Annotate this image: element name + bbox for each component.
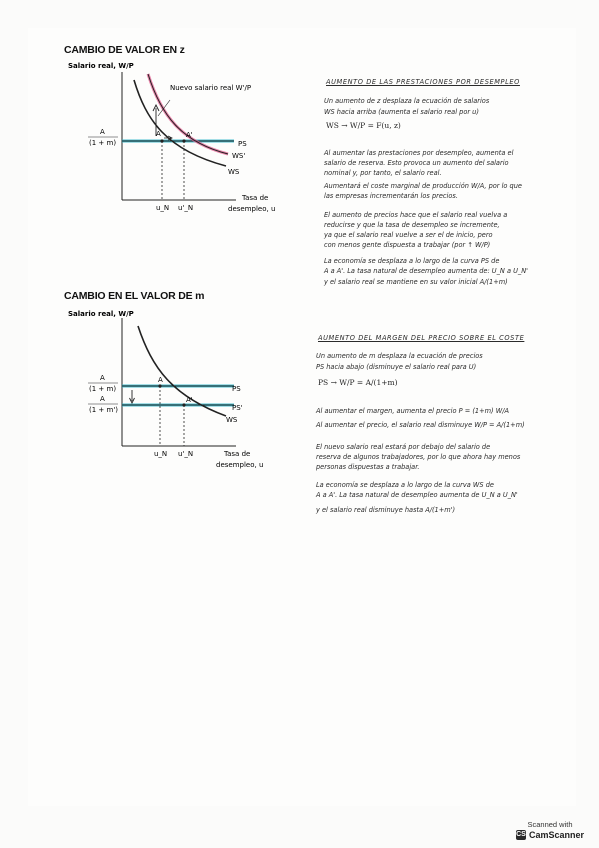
ps-prime-label: PS' — [232, 404, 243, 412]
graph-change-m — [66, 308, 306, 478]
point-a-dot — [158, 384, 161, 387]
y-axis-label: Salario real, W/P — [68, 62, 134, 70]
note-line: A a A'. La tasa natural de desempleo aumenta de U_N a U_N' — [316, 491, 518, 499]
ws-prime-label: WS' — [232, 152, 246, 160]
ws-formula: WS → W/P = F(u, z) — [326, 121, 401, 130]
note-line: Al aumentar las prestaciones por desempleo, aumenta el — [324, 149, 514, 157]
ws-label: WS — [228, 168, 240, 176]
ps-label: PS — [232, 385, 241, 393]
ws-label: WS — [226, 416, 238, 424]
note-line: Al aumentar el precio, el salario real disminuye W/P = A/(1+m) — [316, 421, 525, 429]
a-denominator-2: (1 + m') — [89, 406, 118, 414]
note-line: con menos gente dispuesta a trabajar (por ↑ W/P) — [324, 241, 491, 249]
x-axis-label-2: desempleo, u — [228, 205, 276, 213]
a-numerator: A — [100, 128, 105, 136]
un-tick: u_N — [156, 204, 170, 212]
note-line: La economía se desplaza a lo largo de la curva PS de — [324, 257, 500, 265]
x-axis-label-1: Tasa de — [242, 194, 269, 202]
y-axis-label: Salario real, W/P — [68, 310, 134, 318]
note-line: Un aumento de z desplaza la ecuación de salarios — [324, 97, 490, 105]
scanner-caption: Scanned with — [527, 820, 573, 829]
a-numerator-1: A — [100, 374, 105, 382]
point-a-dot — [160, 139, 163, 142]
note-line: PS hacia abajo (disminuye el salario real para U) — [316, 363, 477, 371]
x-axis-label-1: Tasa de — [224, 450, 251, 458]
note-line: reserva de algunos trabajadores, por lo que ahora hay menos — [316, 453, 521, 461]
ws-curve — [138, 326, 226, 416]
ws-curve — [134, 80, 226, 166]
new-wage-annotation: Nuevo salario real W'/P — [170, 84, 252, 92]
graph-change-z — [66, 60, 306, 230]
camscanner-logo — [516, 830, 584, 840]
scanner-brand: CamScanner — [528, 830, 585, 840]
point-a-prime-dot — [182, 139, 185, 142]
note-line: Aumentará el coste marginal de producción W/A, por lo que — [324, 182, 522, 190]
cs-logo-icon: CS — [516, 831, 526, 838]
note-line: Al aumentar el margen, aumenta el precio P = (1+m) W/A — [316, 407, 509, 415]
note-line: A a A'. La tasa natural de desempleo aumenta de: U_N a U_N' — [324, 267, 528, 275]
un-prime-tick: u'_N — [178, 204, 194, 212]
section-title-m: CAMBIO EN EL VALOR DE m — [64, 290, 205, 302]
point-a-prime-label: A' — [186, 131, 193, 139]
section-title-z: CAMBIO DE VALOR EN z — [64, 44, 185, 56]
note-line: WS hacia arriba (aumenta el salario real por u) — [324, 108, 479, 116]
note-line: y el salario real disminuye hasta A/(1+m') — [316, 506, 456, 514]
note-line: personas dispuestas a trabajar. — [316, 463, 420, 471]
a-numerator-2: A — [100, 395, 105, 403]
un-tick: u_N — [154, 450, 168, 458]
note-line: Un aumento de m desplaza la ecuación de precios — [316, 352, 483, 360]
point-a-label: A — [156, 130, 161, 138]
un-prime-tick: u'_N — [178, 450, 194, 458]
heading-z: AUMENTO DE LAS PRESTACIONES POR DESEMPLEO — [326, 78, 520, 86]
a-denominator: (1 + m) — [89, 139, 117, 147]
note-line: salario de reserva. Esto provoca un aumento del salario — [324, 159, 509, 167]
ps-label: PS — [238, 140, 247, 148]
point-a-label: A — [158, 376, 163, 384]
note-line: y el salario real se mantiene en su valor inicial A/(1+m) — [324, 278, 508, 286]
note-line: nominal y, por tanto, el salario real. — [324, 169, 442, 177]
camscanner-watermark — [515, 820, 585, 840]
note-line: ya que el salario real vuelve a ser el de inicio, pero — [324, 231, 493, 239]
heading-m: AUMENTO DEL MARGEN DEL PRECIO SOBRE EL COSTE — [318, 334, 525, 342]
note-line: El aumento de precios hace que el salario real vuelva a — [324, 211, 508, 219]
ps-formula: PS → W/P = A/(1+m) — [318, 378, 398, 387]
x-axis-label-2: desempleo, u — [216, 461, 264, 469]
a-denominator-1: (1 + m) — [89, 385, 117, 393]
point-a-prime-label: A' — [186, 396, 193, 404]
note-line: La economía se desplaza a lo largo de la curva WS de — [316, 481, 494, 489]
note-line: reducirse y que la tasa de desempleo se incremente, — [324, 221, 500, 229]
note-line: las empresas incrementarán los precios. — [324, 192, 458, 200]
note-line: El nuevo salario real estará por debajo del salario de — [316, 443, 491, 451]
